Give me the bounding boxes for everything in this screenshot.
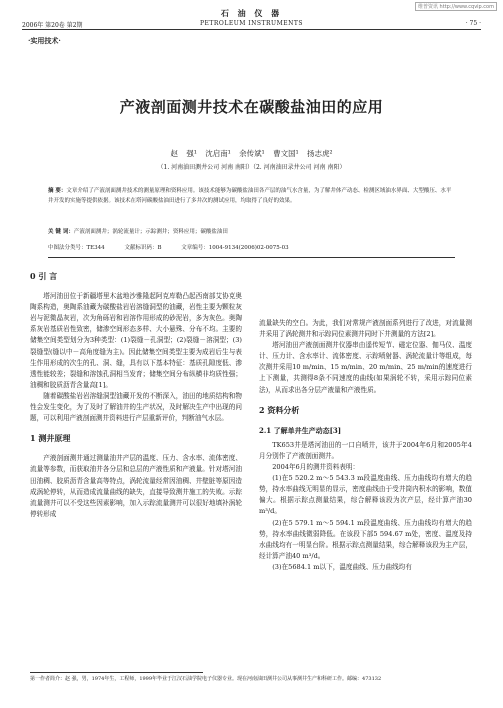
right-paragraph-5: (2)在5 579.1 m～5 594.1 m段温度曲线、压力曲线均有增大的趋势，持水率曲线微弱降低。在该段下部5 594.67 m处，密度、温度及持水曲线均有一明显台阶。根据示踪点测量结果，综合解释该段为主产层，经计算产油40 m³/d。 bbox=[259, 518, 472, 560]
keywords-label: 关 键 词： bbox=[48, 229, 74, 235]
right-paragraph-4: (1)在5 520.2 m～5 543.3 m段温度曲线、压力曲线均有增大的趋势，持水率曲线无明显的显示，密度曲线由于受井筒内积水的影响，数值偏大。根据示踪点测量结果，综合解释该段为次产层，经计算产油30 m³/d。 bbox=[259, 474, 472, 516]
intro-paragraph-1: 塔河油田位于新疆塔里木盆地沙雅隆起阿克库勒凸起西南部艾协克奥陶系构造，奥陶系油藏为碳酸盐岩岩溶缝洞型的油藏，岩性主要为颗粒灰岩与泥微晶灰岩，次为角砾岩和岩溶作用形成的砂泥岩，多为灰色。奥陶系灰岩基质岩性致密，储渗空间形态多样、大小悬殊、分布不均。主要的储集空间类型划分为3种类型：(1)裂缝－孔洞型；(2)裂缝－溶洞型；(3)裂缝型(缝以中－高角度缝为主)。因此储集空间类型主要为成岩后生与表生作用形成的次生的孔、洞、缝，具有以下基本特征：基质孔隙度低、渗透性能较差；裂缝和溶蚀孔洞相当发育；储集空间分布纵横非均质性强；油稠和胶质沥青含量高[1]。 bbox=[30, 292, 242, 389]
article-meta bbox=[48, 243, 455, 251]
abstract-label: 摘 要： bbox=[48, 188, 67, 194]
document-code: 文献标识码：B bbox=[124, 245, 162, 251]
abstract bbox=[48, 186, 455, 206]
footnote-rule bbox=[30, 672, 203, 673]
page-number: · 75 · bbox=[465, 20, 481, 27]
right-paragraph-0: 流量缺失的空白。为此，我们对常规产液剖面系列进行了改进，对流量测井采用了涡轮测井和示踪同位素测井同时下井测量的方法[2]。 bbox=[259, 319, 472, 339]
clc-number: 中图法分类号：TE344 bbox=[48, 245, 105, 251]
intro-heading: 0 引 言 bbox=[30, 271, 58, 281]
left-column bbox=[30, 262, 242, 520]
issue-info: 2006年 第20卷 第2期 bbox=[22, 22, 83, 29]
affiliation: （1. 河南油田测井公司 河南 南阳）（2. 河南油田录井公司 河南 南阳） bbox=[157, 164, 346, 171]
abstract-text: 文章介绍了产液剖面测井技术的测量原理和资料应用。该技术能够为碳酸盐油田各产层的油气水含量，为了解井体产动态、检测区域油水界面、大型酸压、水平井开发的实施等提供依据。该技术在塔河碳酸盐油田进行了多井次的测试应用，均取得了良好的效果。 bbox=[48, 188, 452, 204]
principle-heading: 1 测井原理 bbox=[30, 433, 71, 444]
keywords bbox=[48, 227, 455, 237]
intro-paragraph-2: 随着碳酸盐岩岩溶缝洞型油藏开发的不断深入，油田的地质结构和物性会发生变化，为了及时了解油井的生产状况，及时解决生产中出现的问题，可以利用产液剖面测井资料进行产层重新评价，判断油气水层。 bbox=[30, 391, 242, 423]
article-number: 文章编号：1004-9134(2006)02-0075-03 bbox=[181, 245, 289, 251]
authors: 赵 强¹ 沈启南¹ 余传斌¹ 曹文国¹ 扬志虎² bbox=[170, 149, 333, 158]
article-title: 产液剖面测井技术在碳酸盐油田的应用 bbox=[119, 98, 384, 116]
watermark: 维普资讯 http://www.cqvip.com bbox=[415, 2, 497, 11]
right-paragraph-1: 塔河油田产液剖面测井仪器串由遥传短节、磁定位器、伽马仪、温度计、压力计、含水率计、流体密度、示踪喷射器、涡轮流量计等组成，每次测井采用10 m/min、15 m/min、20 m/min、25 m/min的速度进行上下测量，共测得8条不同速度的曲线(如果涡轮不转，采用示踪同位素法)，从而求出各分层产液量和产液性质。 bbox=[259, 341, 472, 394]
keywords-text: 产液剖面测井；涡轮流量计；示踪测井；资料应用；碳酸盐油田 bbox=[73, 229, 228, 235]
journal-name-cn: 石 油 仪 器 bbox=[220, 8, 283, 18]
analysis-heading: 2 资料分析 bbox=[259, 404, 300, 415]
right-column bbox=[259, 318, 472, 573]
header-rule bbox=[22, 29, 481, 30]
principle-paragraph-1: 产液剖面测井通过测量油井产层的温度、压力、含水率、流体密度、流量等参数，而获取油井各分层和总层的产液性质和产液量。针对塔河油田油稠、胶质沥青含量高等特点，涡轮流量经常因油稠、井壁脏等原因造成涡轮停转，从而造成流量曲线的缺失，直接导致测井施工的失败。示踪流量测井可以不受这些因素影响，加入示踪流量测井可以很好地填补涡轮停转形成 bbox=[30, 454, 242, 518]
right-paragraph-6: (3)在5684.1 m以下，温度曲线、压力曲线均有 bbox=[272, 562, 412, 571]
meta-rule bbox=[48, 257, 455, 258]
subsection-heading: 2.1 了解单井生产动态[3] bbox=[259, 425, 342, 435]
right-paragraph-2: TK653井是塔河油田的一口自喷井，该井于2004年6月和2005年4月分别作了产液剖面测井。 bbox=[259, 440, 472, 460]
journal-name-en: PETROLEUM INSTRUMENTS bbox=[199, 20, 304, 27]
author-footnote: 第一作者简介：赵 强，男，1974年生，工程师，1999年毕业于江汉石油学院电子仪器专业。现在河南油田测井公司从事测井生产和科研工作。邮编：473132 bbox=[30, 676, 382, 682]
right-paragraph-3: 2004年6月的测井资料表明： bbox=[272, 463, 360, 472]
section-tag: ·实用技术· bbox=[28, 36, 61, 45]
